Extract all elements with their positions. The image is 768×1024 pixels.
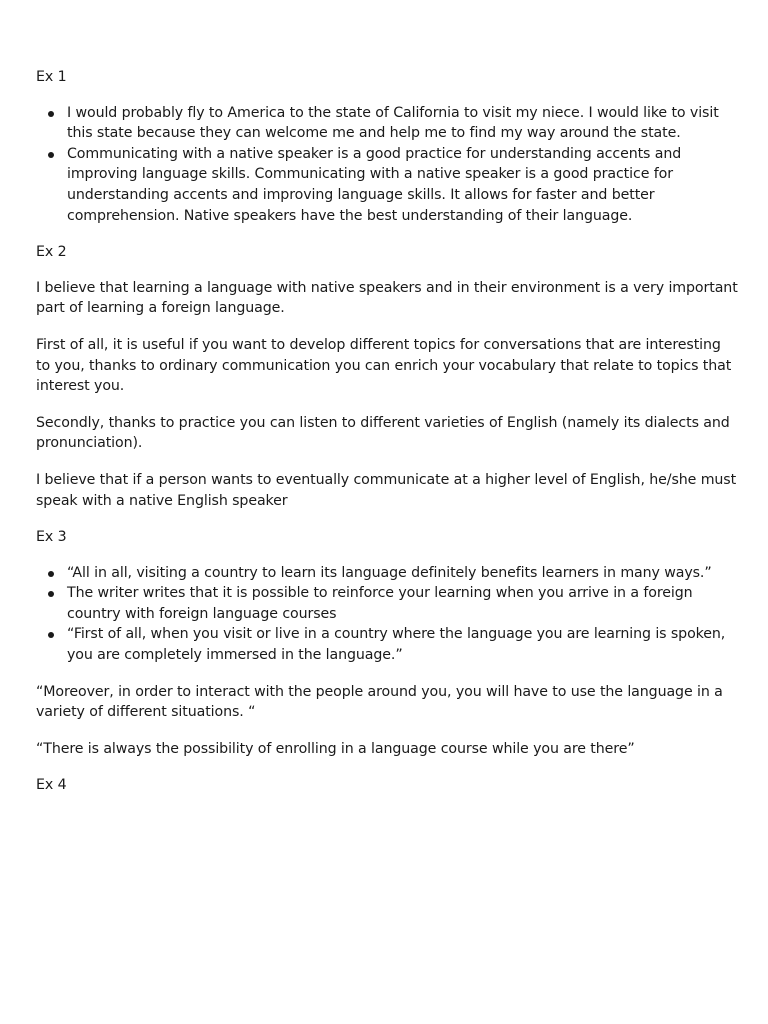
list-item <box>36 583 738 624</box>
ex2-paragraph: Secondly, thanks to practice you can listen to different varieties of English (namely its dialects and pronunciation). <box>36 414 730 452</box>
ex2-paragraph: First of all, it is useful if you want to develop different topics for conversations that are interesting to you, thanks to ordinary communication you can enrich your vocabulary that relate to topics that interest you. <box>36 336 732 395</box>
list-item-text: Communicating with a native speaker is a good practice for understanding accents and improving language skills. Communicating with a native speaker is a good practice for understanding accents and improving language skills. It allows for faster and better comprehension. Native speakers have the best understanding of their language. <box>67 145 682 224</box>
bullet-icon <box>48 111 54 117</box>
bullet-icon <box>48 571 54 577</box>
list-item-text: The writer writes that it is possible to reinforce your learning when you arrive in a foreign country with foreign language courses <box>67 585 693 622</box>
ex3-paragraph: “Moreover, in order to interact with the people around you, you will have to use the language in a variety of different situations. “ <box>36 683 723 721</box>
bullet-icon <box>48 591 54 597</box>
ex3-bullet-list <box>36 563 738 666</box>
list-item <box>36 103 738 144</box>
bullet-icon <box>48 632 54 638</box>
list-item <box>36 563 738 584</box>
ex4-heading: Ex 4 <box>36 777 67 794</box>
list-item-text: I would probably fly to America to the state of California to visit my niece. I would like to visit this state because they can welcome me and help me to find my way around the state. <box>67 104 719 142</box>
ex1-heading: Ex 1 <box>36 69 67 85</box>
bullet-icon <box>48 152 54 158</box>
ex3-heading: Ex 3 <box>36 529 67 546</box>
ex1-bullet-list <box>36 103 738 227</box>
ex2-heading: Ex 2 <box>36 244 67 261</box>
list-item <box>36 624 738 665</box>
list-item-text: “All in all, visiting a country to learn its language definitely benefits learners in many ways.” <box>67 564 712 581</box>
ex3-paragraph: “There is always the possibility of enrolling in a language course while you are there” <box>36 740 635 757</box>
list-item <box>36 144 738 226</box>
ex2-paragraph: I believe that learning a language with native speakers and in their environment is a very important part of learning a foreign language. <box>36 279 738 317</box>
list-item-text: “First of all, when you visit or live in a country where the language you are learning is spoken, you are completely immersed in the language.” <box>67 626 726 664</box>
ex2-paragraph: I believe that if a person wants to eventually communicate at a higher level of English, he/she must speak with a native English speaker <box>36 471 737 509</box>
